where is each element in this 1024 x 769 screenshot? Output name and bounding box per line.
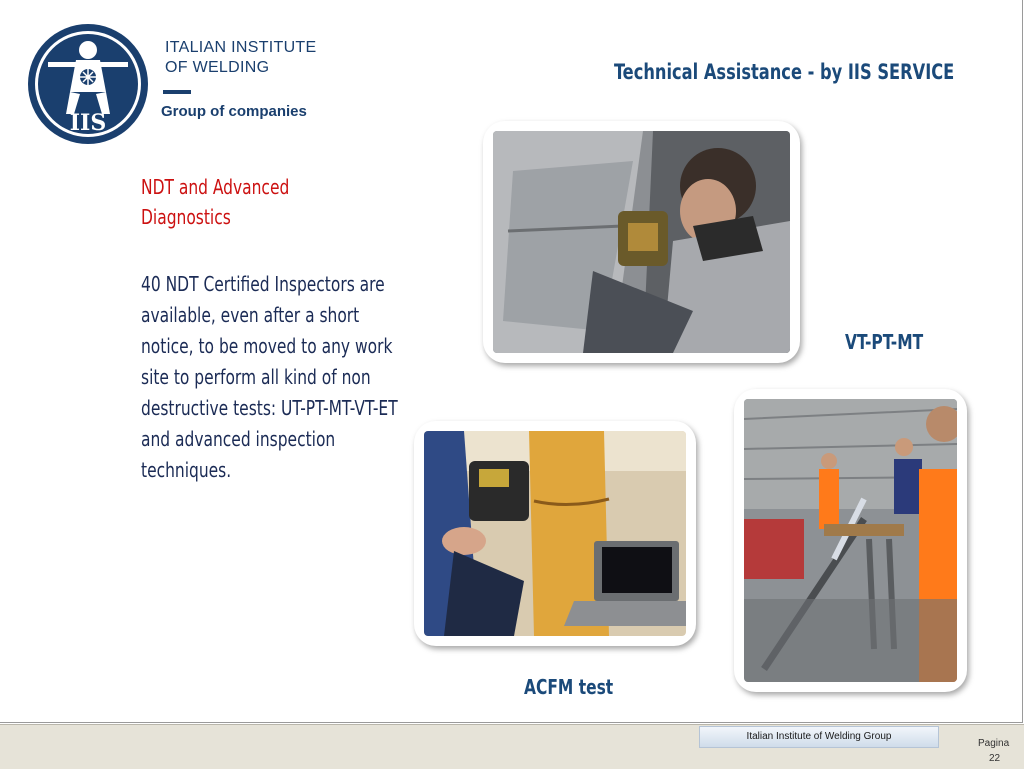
org-name-line2: OF WELDING (165, 59, 270, 76)
page-number: 22 (989, 753, 1001, 764)
photo-workshop (744, 399, 957, 682)
caption-acfm: ACFM test (524, 675, 614, 699)
photo-acfm-frame (414, 421, 696, 646)
body-line: 40 NDT Certified Inspectors are (141, 272, 385, 296)
body-line: destructive tests: UT-PT-MT-VT-ET (141, 396, 398, 420)
slide-title: Technical Assistance - by IIS SERVICE (614, 60, 955, 84)
photo-acfm (424, 431, 686, 636)
org-group-label: Group of companies (161, 103, 307, 120)
photo-inspector (493, 131, 790, 353)
org-name (165, 38, 385, 78)
caption-vt-pt-mt: VT-PT-MT (845, 330, 924, 354)
iis-logo (26, 22, 150, 146)
body-line: site to perform all kind of non (141, 365, 371, 389)
org-divider (163, 90, 191, 94)
logo-text: IIS (69, 110, 107, 136)
body-line: techniques. (141, 458, 232, 482)
section-heading-line1: NDT and Advanced (141, 175, 290, 199)
page-label: Pagina (978, 738, 1010, 749)
body-line: and advanced inspection (141, 427, 336, 451)
body-paragraph (141, 269, 416, 486)
section-heading (141, 172, 330, 232)
org-name-line1: ITALIAN INSTITUTE (165, 39, 317, 56)
section-heading-line2: Diagnostics (141, 205, 231, 229)
photo-inspector-frame (483, 121, 800, 363)
footer-group-name: Italian Institute of Welding Group (699, 726, 939, 748)
body-line: notice, to be moved to any work (141, 334, 393, 358)
photo-workshop-frame (734, 389, 967, 692)
body-line: available, even after a short (141, 303, 360, 327)
